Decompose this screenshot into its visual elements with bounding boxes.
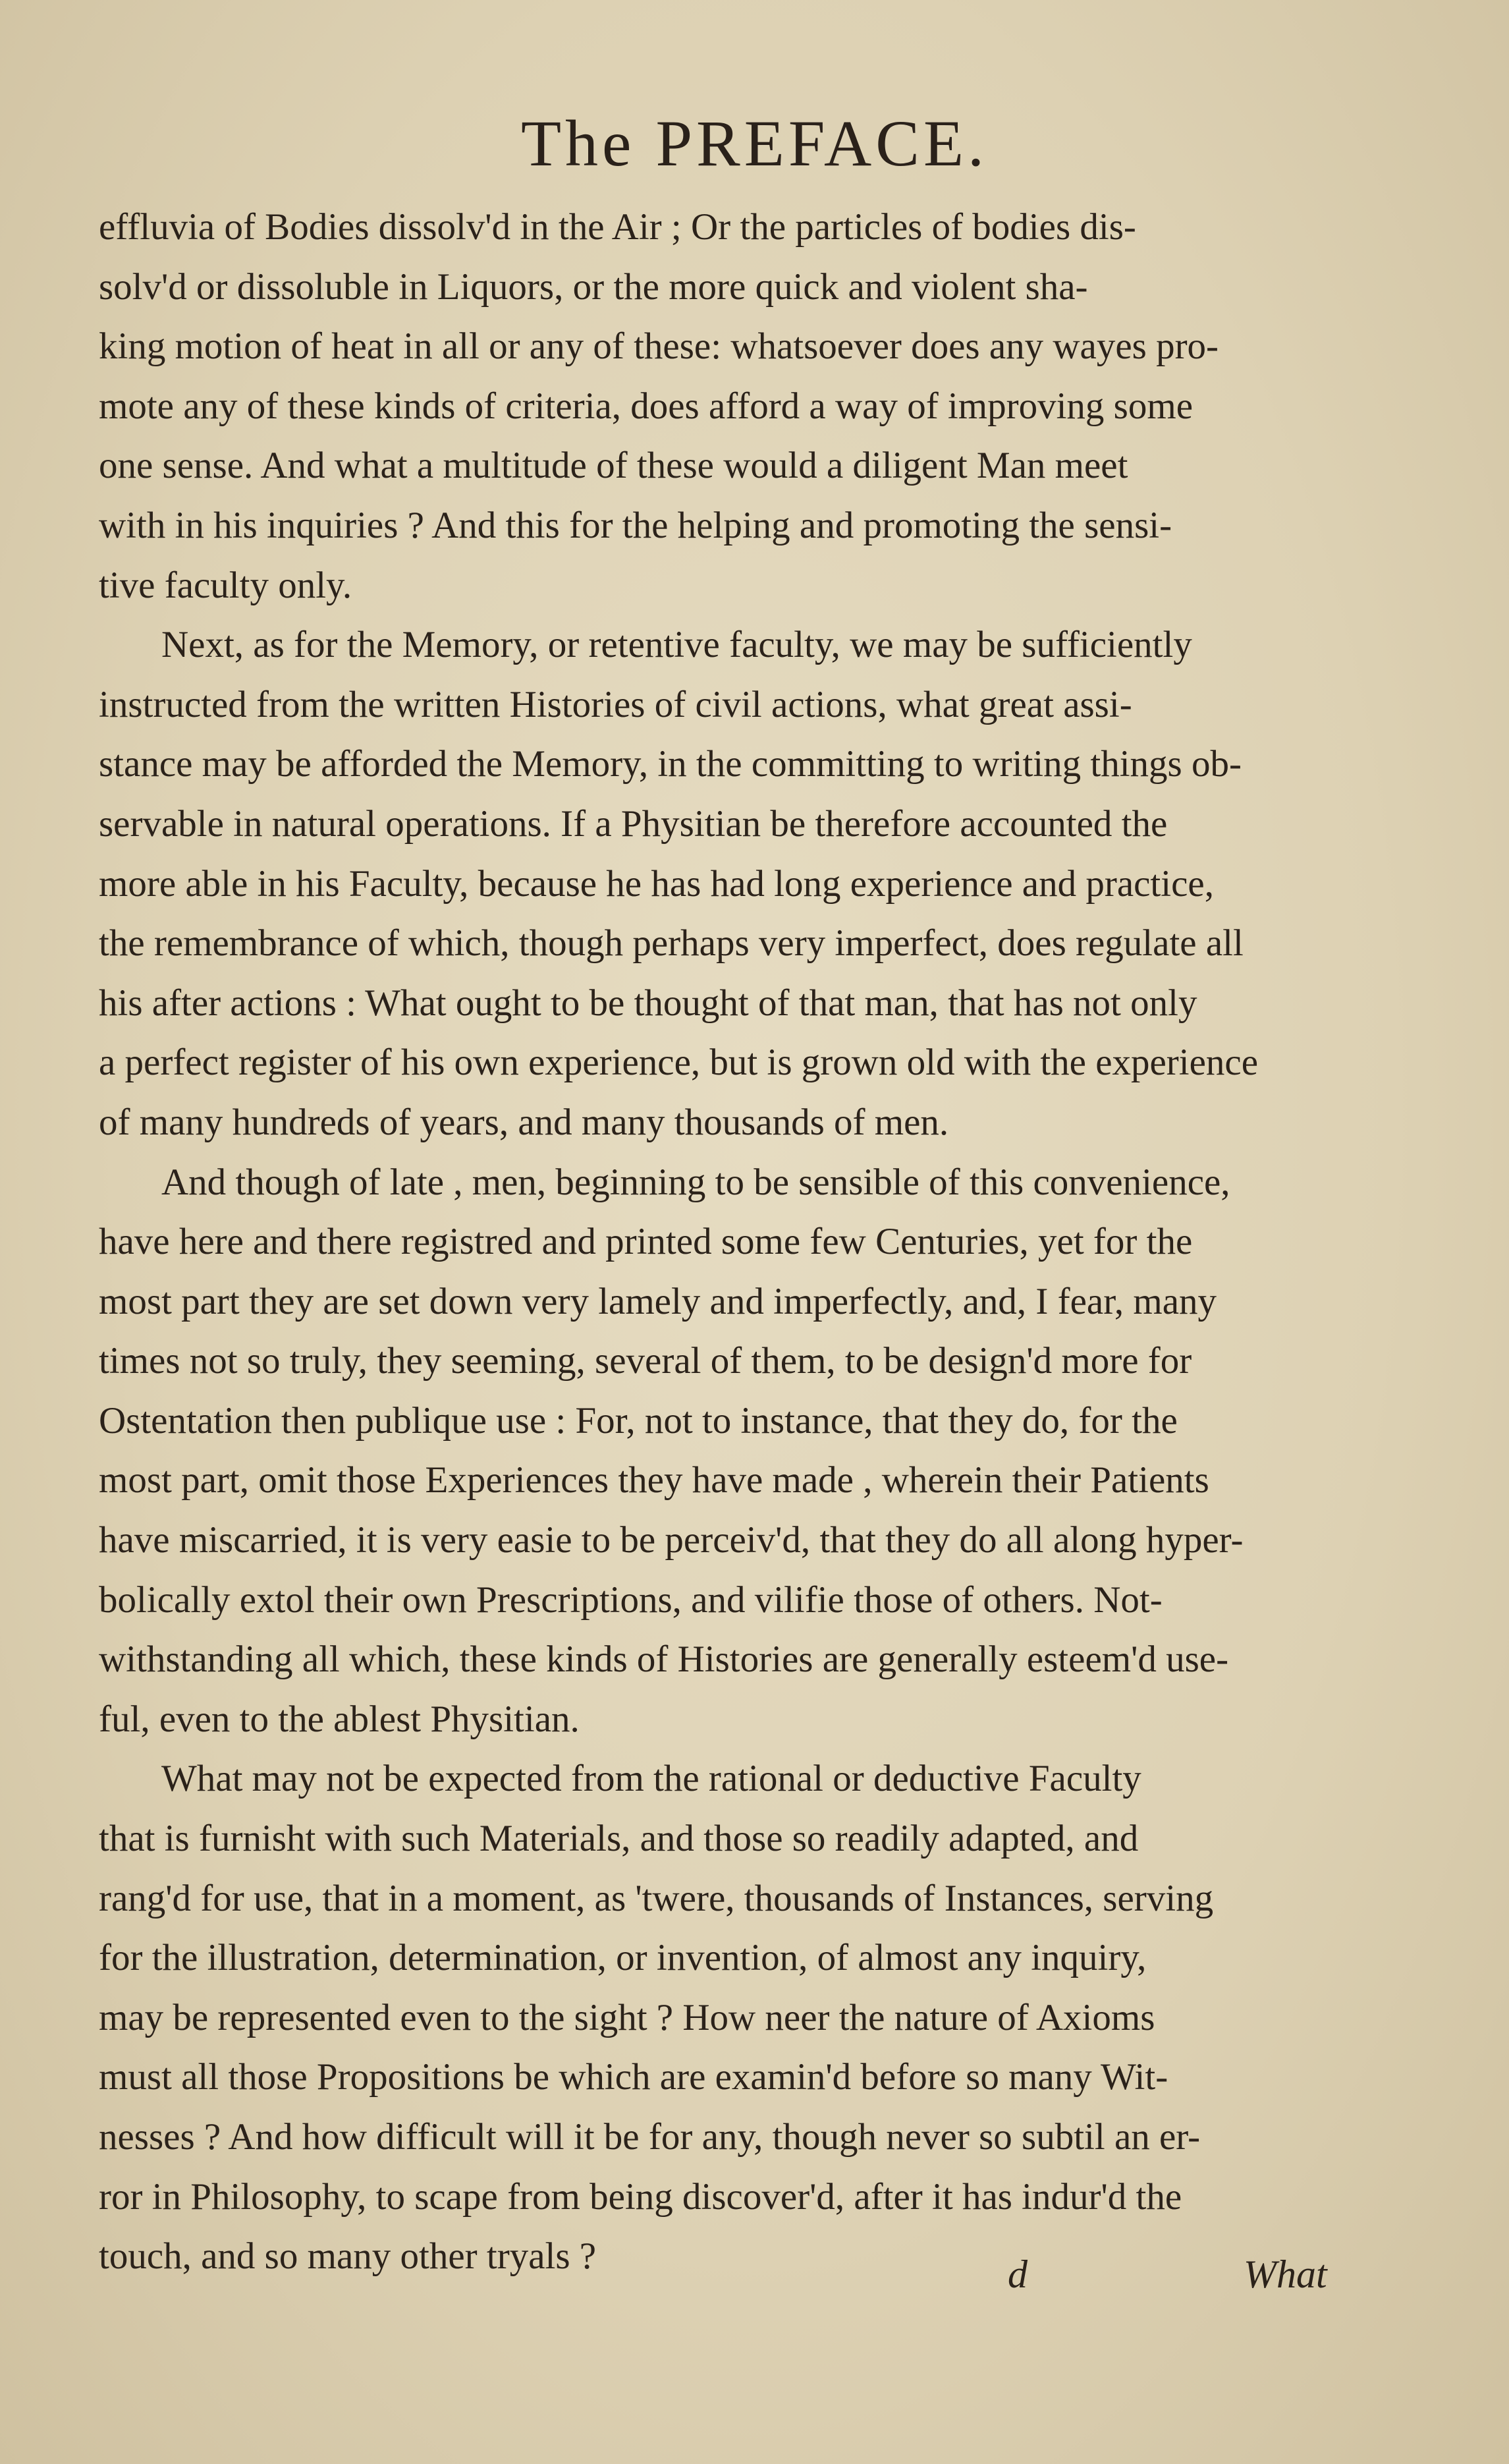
- text-line: more able in his Faculty, because he has had long experience and practice,: [99, 862, 1214, 905]
- text-line: the remembrance of which, though perhaps very imperfect, does regulate all: [99, 922, 1244, 965]
- text-line: most part they are set down very lamely and imperfectly, and, I fear, many: [99, 1280, 1217, 1322]
- text-line: tive faculty only.: [99, 564, 352, 606]
- text-line: must all those Propositions be which are examin'd before so many Wit-: [99, 2056, 1168, 2098]
- text-line: nesses ? And how difficult will it be for any, though never so subtil an er-: [99, 2116, 1201, 2158]
- text-line: have here and there registred and printed some few Centuries, yet for the: [99, 1221, 1193, 1263]
- text-line: rang'd for use, that in a moment, as 'twere, thousands of Instances, serving: [99, 1877, 1214, 1919]
- catchword: What: [1244, 2253, 1327, 2296]
- paragraph-start-line: And though of late , men, beginning to be sensible of this convenience,: [161, 1161, 1230, 1203]
- text-line: times not so truly, they seeming, several of them, to be design'd more for: [99, 1340, 1192, 1382]
- text-line: king motion of heat in all or any of these: whatsoever does any wayes pro-: [99, 325, 1219, 368]
- text-line: effluvia of Bodies dissolv'd in the Air ; Or the particles of bodies dis-: [99, 206, 1136, 248]
- text-line: most part, omit those Experiences they have made , wherein their Patients: [99, 1459, 1209, 1501]
- text-line: for the illustration, determination, or invention, of almost any inquiry,: [99, 1937, 1147, 1979]
- text-line: mote any of these kinds of criteria, does afford a way of improving some: [99, 385, 1193, 427]
- text-line: may be represented even to the sight ? How neer the nature of Axioms: [99, 1996, 1155, 2038]
- text-line: withstanding all which, these kinds of Histories are generally esteem'd use-: [99, 1638, 1229, 1681]
- text-line: instructed from the written Histories of civil actions, what great assi-: [99, 683, 1132, 725]
- text-line: ful, even to the ablest Physitian.: [99, 1698, 580, 1740]
- paragraph-start-line: Next, as for the Memory, or retentive faculty, we may be sufficiently: [161, 624, 1192, 666]
- text-line: have miscarried, it is very easie to be perceiv'd, that they do all along hyper-: [99, 1519, 1244, 1561]
- text-line: servable in natural operations. If a Physitian be therefore accounted the: [99, 802, 1168, 845]
- text-line: stance may be afforded the Memory, in the committing to writing things ob-: [99, 743, 1242, 785]
- text-line: a perfect register of his own experience, but is grown old with the experience: [99, 1042, 1259, 1084]
- paragraph-start-line: What may not be expected from the rational or deductive Faculty: [161, 1758, 1141, 1800]
- text-line: with in his inquiries ? And this for the helping and promoting the sensi-: [99, 504, 1172, 546]
- signature-mark: d: [1008, 2253, 1028, 2296]
- text-line: his after actions : What ought to be thought of that man, that has not only: [99, 982, 1197, 1024]
- text-line: solv'd or dissoluble in Liquors, or the more quick and violent sha-: [99, 266, 1088, 308]
- running-head: The PREFACE.: [520, 107, 989, 180]
- text-line: Ostentation then publique use : For, not to instance, that they do, for the: [99, 1399, 1178, 1442]
- text-line: ror in Philosophy, to scape from being discover'd, after it has indur'd the: [99, 2175, 1182, 2218]
- text-line: touch, and so many other tryals ?: [99, 2235, 597, 2278]
- text-line: that is furnisht with such Materials, and those so readily adapted, and: [99, 1818, 1139, 1860]
- text-line: bolically extol their own Prescriptions, and vilifie those of others. Not-: [99, 1579, 1163, 1621]
- text-line: one sense. And what a multitude of these would a diligent Man meet: [99, 445, 1128, 487]
- body-text: [99, 198, 1337, 2287]
- text-line: of many hundreds of years, and many thousands of men.: [99, 1101, 949, 1143]
